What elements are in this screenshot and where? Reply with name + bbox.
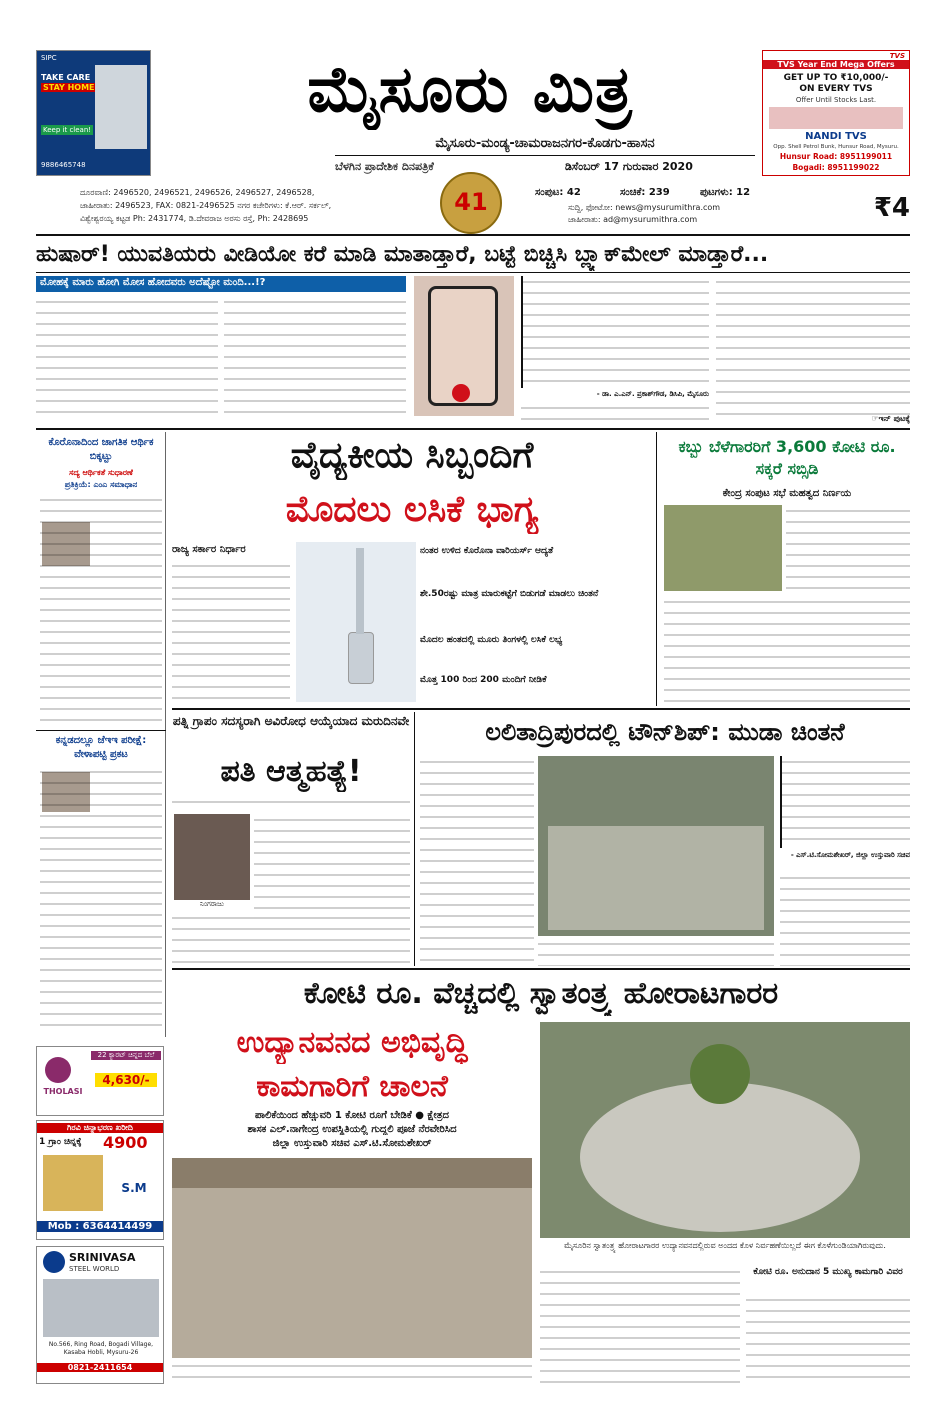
sanitizer-person-photo <box>95 65 147 149</box>
tholasi-logo-icon <box>45 1057 71 1083</box>
story5-bottom-rule <box>172 968 910 970</box>
tvs-offer-3: Offer Until Stocks Last. <box>795 96 877 104</box>
contact-phones-3: ವಿಶ್ವೇಶ್ವರಯ್ಯ ಕಟ್ಟಡ Ph: 2431774, ಡಿ.ದೇವರಾಜ ಅರಸು ರಸ್ತೆ, Ph: 2428695 <box>80 214 309 223</box>
ad-line-3: Keep it clean! <box>43 126 92 134</box>
masthead-title: ಮೈಸೂರು ಮಿತ್ರ <box>307 53 633 127</box>
story6-headline-3: ಕಾಮಗಾರಿಗೆ ಚಾಲನೆ <box>256 1069 448 1104</box>
srinivasa-phone: 0821-2411654 <box>37 1363 163 1372</box>
srinivasa-name: SRINIVASA <box>69 1251 136 1264</box>
end-call-icon <box>452 384 470 402</box>
story1-continued: ☞ಇನ್ ಪುಟಕ್ಕೆ <box>871 414 910 423</box>
contact-phones-2: ಜಾಹೀರಾತು: 2496523, FAX: 0821-2496525 ನಗರ ಕಚೇರಿಗಳು: ಕೆ.ಆರ್. ಸರ್ಕಲ್, <box>80 201 332 210</box>
story1-kicker: ಮೋಹಕ್ಕೆ ಮಾರು ಹೋಗಿ ಮೋಸ ಹೋದವರು ಅದೆಷ್ಟೋ ಮಂದಿ...!? <box>36 276 406 292</box>
story2-headline-1: ವೈದ್ಯಕೀಯ ಸಿಬ್ಬಂದಿಗೆ <box>290 435 534 476</box>
plant-shape <box>690 1044 750 1104</box>
story1-body-col3 <box>521 402 709 424</box>
ad-gold-loan[interactable] <box>36 1120 164 1240</box>
sugarcane-photo <box>664 505 782 591</box>
sidebar-2-headline: ಕನ್ನಡದಲ್ಲೂ ಜೆಇಇ ಪರೀಕ್ಷೆ: ವೇಳಾಪಟ್ಟಿ ಪ್ರಕಟ <box>55 735 147 760</box>
story6-sub-2: ಶಾಸಕ ಎಲ್.ನಾಗೇಂದ್ರ ಉಪಸ್ಥಿತಿಯಲ್ಲಿ ಗುದ್ದಲಿ ಪೂಜೆ ನೆರವೇರಿಸಿದ <box>247 1124 457 1135</box>
ceremony-photo <box>172 1158 532 1358</box>
pages: ಪುಟಗಳು: 12 <box>700 187 751 198</box>
park-photo-caption: ಮೈಸೂರಿನ ಸ್ವಾತಂತ್ರ್ಯ ಹೋರಾಟಗಾರರ ಉದ್ಯಾನವನದಲ್ಲಿರುವ ಅಂದದ ಕೊಳ ನಿರ್ವಹಣೆಯಿಲ್ಲದೆ ಈಗ ಕೊಳೆಗುಂಡಿಯಾಗಿರುವುದು. <box>564 1241 886 1250</box>
srinivasa-logo-icon <box>43 1251 65 1273</box>
story2-subhead: ರಾಜ್ಯ ಸರ್ಕಾರ ನಿರ್ಧಾರ <box>172 544 246 555</box>
tvs-offer-2: ON EVERY TVS <box>799 84 873 94</box>
gold-firm: S.M <box>121 1181 147 1195</box>
story6-body-col1 <box>540 1266 740 1384</box>
story1-headline: ಹುಷಾರ್! ಯುವತಿಯರು ವೀಡಿಯೋ ಕರೆ ಮಾಡಿ ಮಾತಾಡ್ತಾರೆ, ಬಟ್ಟೆ ಬಿಚ್ಚಿಸಿ ಬ್ಲ್ಯಾಕ್‌ಮೇಲ್ ಮಾಡ್ತಾರೆ... <box>36 242 769 267</box>
story4-body-bottom <box>172 912 410 964</box>
pond-basin-shape <box>580 1082 860 1232</box>
mid-rule <box>172 708 910 710</box>
story6-headline-1: ಕೋಟಿ ರೂ. ವೆಚ್ಚದಲ್ಲಿ ಸ್ವಾತಂತ್ರ್ಯ ಹೋರಾಟಗಾರರ <box>303 976 779 1011</box>
ad-tholasi[interactable] <box>36 1046 164 1116</box>
steel-products-photo <box>43 1279 159 1337</box>
story3-headline: ಕಬ್ಬು ಬೆಳೆಗಾರರಿಗೆ 3,600 ಕೋಟಿ ರೂ. ಸಕ್ಕರೆ ಸಬ್ಸಿಡಿ <box>678 437 896 478</box>
vial-shape <box>348 632 374 684</box>
story1-body-col2 <box>224 296 406 414</box>
masthead-rule <box>335 155 755 156</box>
story6-sub-3: ಜಿಲ್ಲಾ ಉಸ್ತುವಾರಿ ಸಚಿವ ಎಸ್.ಟಿ.ಸೋಮಶೇಖರ್ <box>272 1138 432 1149</box>
story5-quote-attribution: - ಎಸ್.ಟಿ.ಸೋಮಶೇಖರ್, ಜಿಲ್ಲಾ ಉಸ್ತುವಾರಿ ಸಚಿವ <box>790 851 910 859</box>
ningaraju-caption: ನಿಂಗರಾಜು <box>200 900 224 908</box>
story6-headline-2: ಉದ್ಯಾನವನದ ಅಭಿವೃದ್ಧಿ <box>236 1025 468 1060</box>
ningaraju-photo <box>174 814 250 900</box>
sidebar-1-body <box>40 494 162 726</box>
srinivasa-sub: STEEL WORLD <box>69 1265 120 1273</box>
story4-body-right <box>254 814 410 910</box>
ad-srinivasa[interactable] <box>36 1246 164 1384</box>
story1-quote-attribution: - ಡಾ. ಎ.ಎನ್. ಪ್ರಕಾಶ್‌ಗೌಡ, ಡಿಸಿಪಿ, ಮೈಸೂರು <box>596 390 709 398</box>
story5-photo-caption <box>538 938 774 966</box>
crowd-shape <box>172 1188 532 1358</box>
tholasi-price: 4,630/- <box>95 1073 157 1087</box>
story1-quote-box <box>521 276 709 388</box>
sipc-logo: SIPC <box>41 54 57 62</box>
story4-headline-2: ಪತಿ ಆತ್ಮಹತ್ಯೆ! <box>220 754 362 789</box>
price: ₹4 <box>873 193 910 223</box>
sidebar-2-body <box>40 766 162 1034</box>
gold-price: 4900 <box>103 1133 148 1152</box>
gold-line-2: 1 ಗ್ರಾಂ ಚಿನ್ನಕ್ಕೆ <box>39 1137 82 1147</box>
story6-box-body <box>746 1294 910 1384</box>
story4-headline-1: ಪತ್ನಿ ಗ್ರಾಪಂ ಸದಸ್ಯರಾಗಿ ಅವಿರೋಧ ಆಯ್ಕೆಯಾದ ಮರುದಿನವೇ <box>172 714 410 728</box>
park-pond-photo <box>540 1022 910 1238</box>
ad-right-top[interactable] <box>762 50 910 176</box>
sidebar-1-sub2: ಪ್ರತಿಕ್ರಿಯೆ: ಎಂಎ ಸಮಾಧಾನ <box>64 480 138 489</box>
anniversary-emblem <box>440 172 502 234</box>
ad-email: ಜಾಹೀರಾತು: ad@mysurumithra.com <box>568 215 698 224</box>
story1-body-col4 <box>716 276 910 416</box>
story1-rule <box>36 272 910 273</box>
people-group-shape <box>548 826 764 930</box>
gold-mobile: Mob : 6364414499 <box>37 1221 163 1232</box>
ad-line-1: TAKE CARE <box>41 73 91 82</box>
story3-body-bottom <box>664 596 910 706</box>
scooters-photo <box>769 107 903 129</box>
story3-body-top <box>786 505 910 591</box>
story4-divider <box>414 712 415 966</box>
masthead-date: ಡಿಸೆಂಬರ್ 17 ಗುರುವಾರ 2020 <box>565 160 693 173</box>
vaccine-syringe-photo <box>296 542 416 702</box>
ad-line-2: STAY HOME <box>43 83 95 92</box>
story2-bullet-2: ಶೇ.50ರಷ್ಟು ಮಾತ್ರ ಮಾರುಕಟ್ಟೆಗೆ ಬಿಡುಗಡೆ ಮಾಡಲು ಚಿಂತನೆ <box>420 589 599 599</box>
contact-phones-1: ದೂರವಾಣಿ: 2496520, 2496521, 2496526, 2496527, 2496528, <box>80 188 315 197</box>
masthead-regions: ಮೈಸೂರು-ಮಂಡ್ಯ-ಚಾಮರಾಜನಗರ-ಕೊಡಗು-ಹಾಸನ <box>435 136 655 151</box>
ad-left-top[interactable] <box>36 50 151 176</box>
tvs-phone-2: Bogadi: 8951199022 <box>792 163 880 172</box>
story1-bottom-rule <box>36 428 910 430</box>
story2-body <box>172 560 290 702</box>
tholasi-name: THOLASI <box>43 1087 83 1096</box>
gold-jewellery-photo <box>43 1155 103 1211</box>
ceremony-caption <box>172 1360 532 1384</box>
tvs-address: Opp. Shell Petrol Bunk, Hunsur Road, Mysuru. <box>773 144 899 150</box>
sidebar-1-sub: ಸದ್ಯ ಆರ್ಥಿಕತೆ ಸುಧಾರಣೆ <box>69 468 133 477</box>
story1-body-col1 <box>36 296 218 414</box>
story6-box-title: ಕೋಟಿ ರೂ. ಅನುದಾನ 5 ಮುಖ್ಯ ಕಾಮಗಾರಿ ವಿವರ <box>753 1267 903 1277</box>
volume: ಸಂಪುಟ: 42 <box>535 187 581 198</box>
syringe-shape <box>356 548 364 634</box>
story5-quote-box <box>780 756 910 848</box>
story6-sub-1: ಪಾಲಿಕೆಯಿಂದ ಹೆಚ್ಚುವರಿ 1 ಕೋಟಿ ರೂಗೆ ಬೇಡಿಕೆ ● ಕ್ಷೇತ್ರದ <box>255 1110 449 1121</box>
story5-headline: ಲಲಿತಾದ್ರಿಪುರದಲ್ಲಿ ಟೌನ್‌ಶಿಪ್: ಮುಡಾ ಚಿಂತನೆ <box>485 718 845 746</box>
srinivasa-address: No.566, Ring Road, Bogadi Village, Kasaba Hobli, Mysuru-26 <box>48 1341 154 1356</box>
anniversary-number: 41 <box>454 188 488 216</box>
issue: ಸಂಚಿಕೆ: 239 <box>620 187 670 198</box>
story2-bullet-3: ಮೊದಲ ಹಂತದಲ್ಲಿ ಮೂರು ತಿಂಗಳಲ್ಲಿ ಲಸಿಕೆ ಲಭ್ಯ <box>420 635 563 645</box>
gold-line-1: ಗಿರವಿ ಚಿನ್ನಾಭರಣ ಖರೀದಿ <box>37 1123 163 1133</box>
tholasi-offer: 22 ಕ್ಯಾರಟ್ ಚಿನ್ನದ ಬೆಲೆ <box>91 1051 161 1060</box>
story3-subhead: ಕೇಂದ್ರ ಸಂಪುಟ ಸಭೆ ಮಹತ್ವದ ನಿರ್ಣಯ <box>722 488 852 499</box>
story2-bullet-4: ಮೊತ್ತ 100 ರಿಂದ 200 ಮಂದಿಗೆ ನೀಡಿಕೆ <box>420 675 547 685</box>
story5-body-col3 <box>780 872 910 966</box>
phone-video-call-photo <box>414 276 514 416</box>
tvs-offer-1: GET UP TO ₹10,000/- <box>783 73 889 83</box>
sidebar-1-headline: ಕೊರೊನಾದಿಂದ ಜಾಗತಿಕ ಆರ್ಥಿಕ ಬಿಕ್ಕಟ್ಟು <box>48 437 154 462</box>
masthead-bottom-rule <box>36 234 910 236</box>
tvs-headline: TVS Year End Mega Offers <box>763 60 909 69</box>
news-email: ಸುದ್ದಿ, ಫೋಟೋ: news@mysurumithra.com <box>568 203 721 212</box>
officials-inspection-photo <box>538 756 774 936</box>
story2-headline-2: ಮೊದಲು ಲಸಿಕೆ ಭಾಗ್ಯ <box>285 489 539 530</box>
ad-phone: 9886465748 <box>41 161 86 169</box>
sidebar-divider <box>36 730 166 731</box>
story2-divider <box>656 432 657 706</box>
story4-lead <box>172 796 410 812</box>
masthead-tagline: ಬೆಳಗಿನ ಪ್ರಾದೇಶಿಕ ದಿನಪತ್ರಿಕೆ <box>335 160 434 173</box>
tvs-dealer: NANDI TVS <box>805 131 867 142</box>
tvs-phone-1: Hunsur Road: 8951199011 <box>779 152 893 161</box>
tvs-logo: TVS <box>889 52 905 60</box>
story5-body-col1 <box>420 756 534 966</box>
story2-bullet-1: ನಂತರ ಉಳಿದ ಕೊರೊನಾ ವಾರಿಯರ್ಸ್ ಆದ್ಯತೆ <box>420 546 554 556</box>
